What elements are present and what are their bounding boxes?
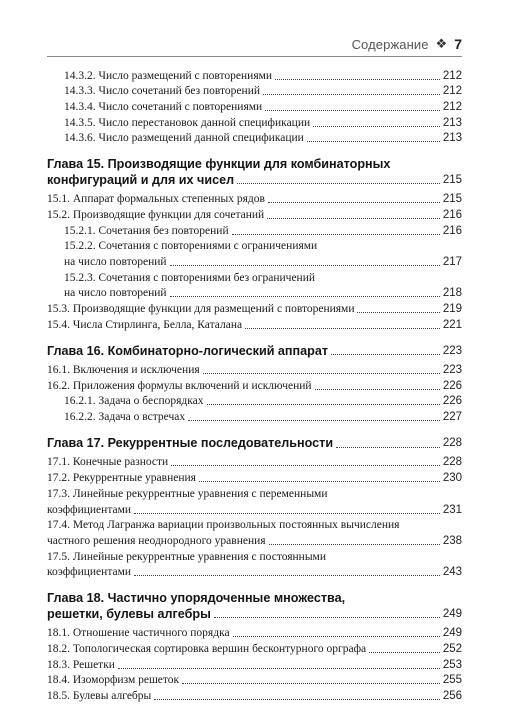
toc-entry-18-5[interactable]: 18.5. Булевы алгебры 256 (47, 689, 462, 702)
toc-entry-17-1[interactable]: 17.1. Конечные разности 228 (47, 456, 462, 469)
toc-entry-16-1[interactable]: 16.1. Включения и исключения 223 (47, 364, 462, 376)
page-number: 7 (454, 36, 462, 52)
chapter-16-heading[interactable]: Глава 16. Комбинаторно-логический аппарат 223 (47, 343, 462, 358)
toc-entry-14-3-3[interactable]: 14.3.3. Число сочетаний без повторений 212 (64, 85, 462, 98)
toc-entry-17-4-line1[interactable]: 17.4. Метод Лагранжа вариации произвольных постоянных вычисления (47, 519, 400, 532)
toc-entry-17-3-line1[interactable]: 17.3. Линейные рекуррентные уравнения с переменными (47, 487, 328, 500)
toc-entry-18-1[interactable]: 18.1. Отношение частичного порядка 249 (47, 627, 462, 640)
toc-entry-16-2[interactable]: 16.2. Приложения формулы включений и исключений 226 (47, 379, 462, 392)
toc-entry-14-3-2[interactable]: 14.3.2. Число размещений с повторениями 212 (64, 69, 462, 82)
toc-entry-15-2-2-line1[interactable]: 15.2.2. Сочетания с повторениями с ограничениями (64, 240, 318, 253)
table-of-contents (47, 68, 462, 704)
toc-entry-15-4[interactable]: 15.4. Числа Стирлинга, Белла, Каталана 221 (47, 318, 462, 331)
diamond-ornament-icon: ❖ (435, 36, 448, 51)
toc-entry-14-3-4[interactable]: 14.3.4. Число сочетаний с повторениями 212 (64, 100, 462, 113)
toc-entry-15-1[interactable]: 15.1. Аппарат формальных степенных рядов 215 (47, 193, 462, 206)
toc-entry-18-4[interactable]: 18.4. Изоморфизм решеток 255 (47, 674, 462, 687)
section-name: Содержание (351, 36, 429, 52)
toc-entry-15-2-3-line1[interactable]: 15.2.3. Сочетания с повторениями без ограничений (64, 271, 316, 284)
toc-entry-14-3-6[interactable]: 14.3.6. Число размещений данной спецификации 213 (64, 132, 462, 145)
toc-entry-18-2[interactable]: 18.2. Топологическая сортировка вершин бесконтурного орграфа 252 (47, 642, 462, 655)
toc-entry-15-2-1[interactable]: 15.2.1. Сочетания без повторений 216 (64, 224, 462, 237)
running-header (47, 30, 462, 57)
toc-entry-17-4[interactable]: частного решения неоднородного уравнения 238 (47, 534, 462, 547)
chapter-17-heading[interactable]: Глава 17. Рекуррентные последовательности 228 (47, 436, 462, 451)
toc-entry-14-3-5[interactable]: 14.3.5. Число перестановок данной спецификации 213 (64, 116, 462, 129)
toc-entry-17-5-line1[interactable]: 17.5. Линейные рекуррентные уравнения с постоянными (47, 550, 326, 563)
toc-entry-17-5[interactable]: коэффициентами 243 (47, 566, 462, 579)
toc-entry-17-3[interactable]: коэффициентами 231 (47, 503, 462, 516)
toc-entry-16-2-2[interactable]: 16.2.2. Задача о встречах 227 (64, 411, 462, 424)
toc-entry-18-3[interactable]: 18.3. Решетки 253 (47, 658, 462, 671)
toc-entry-15-2[interactable]: 15.2. Производящие функции для сочетаний 216 (47, 208, 462, 221)
chapter-15-heading[interactable]: Глава 15. Производящие функции для комбинаторных конфигураций и для их чисел 215 (47, 157, 462, 187)
toc-entry-15-2-3[interactable]: на число повторений 218 (64, 287, 462, 300)
toc-entry-16-2-1[interactable]: 16.2.1. Задача о беспорядках 226 (64, 395, 462, 408)
toc-entry-17-2[interactable]: 17.2. Рекуррентные уравнения 230 (47, 472, 462, 485)
toc-entry-15-3[interactable]: 15.3. Производящие функции для размещений с повторениями 219 (47, 302, 462, 315)
chapter-18-heading[interactable]: Глава 18. Частично упорядоченные множества, решетки, булевы алгебры 249 (47, 591, 462, 621)
toc-entry-15-2-2[interactable]: на число повторений 217 (64, 255, 462, 268)
running-title (352, 36, 462, 52)
